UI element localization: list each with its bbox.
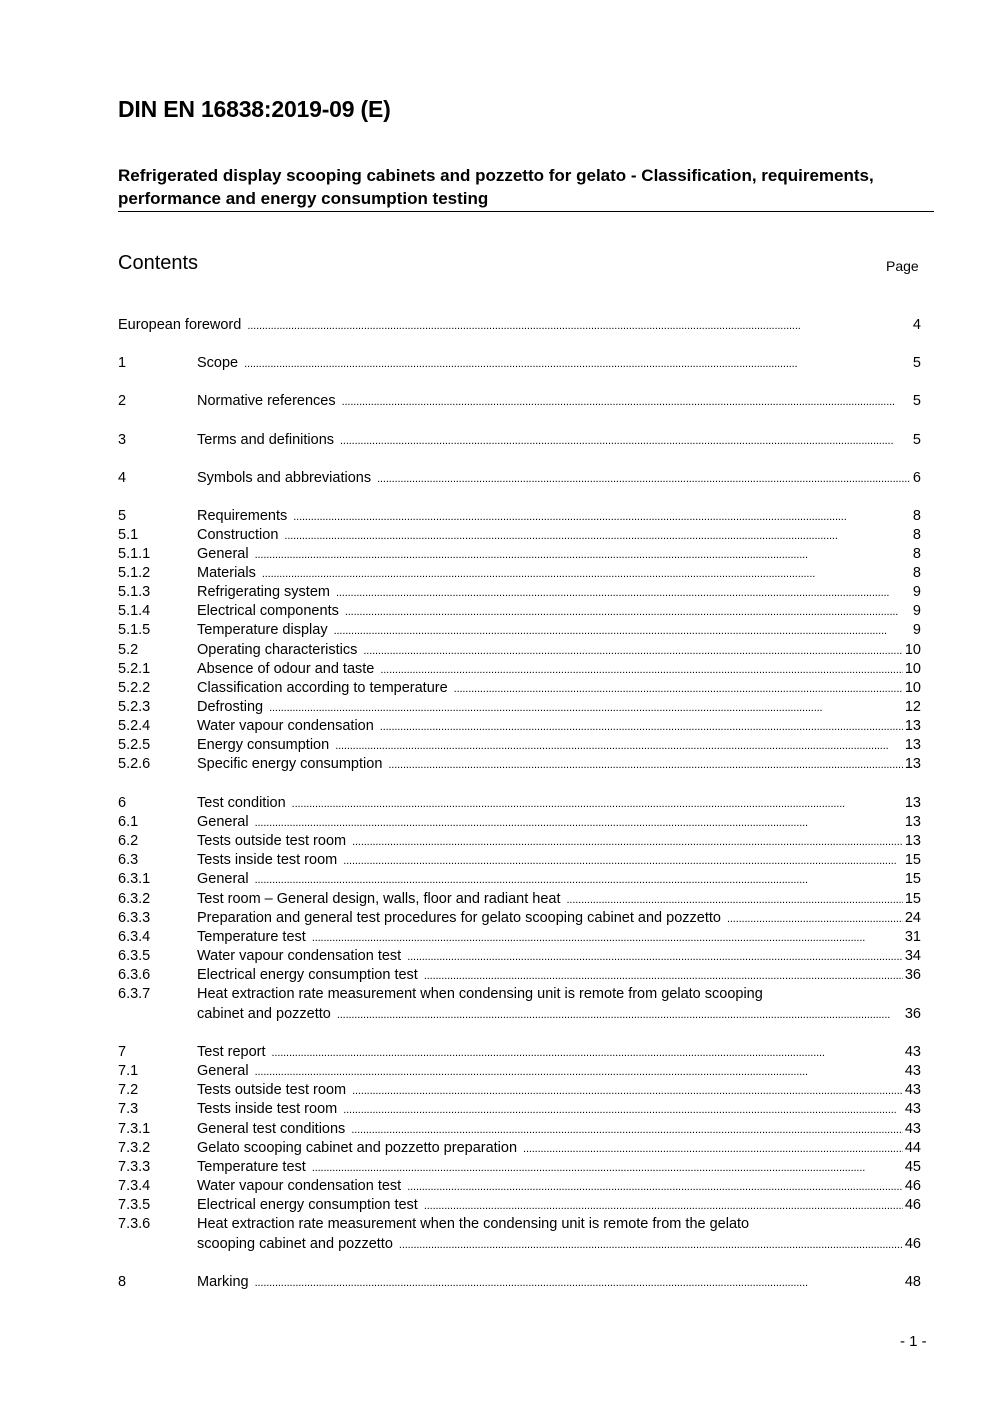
dot-leader — [244, 354, 911, 374]
toc-entry-title: General — [197, 546, 249, 562]
toc-entry-number: 7 — [118, 1044, 127, 1060]
toc-entry-title: Terms and definitions — [197, 432, 335, 448]
toc-entry-number: 5.2 — [118, 642, 139, 658]
toc-entry-title: Tests inside test room — [197, 1101, 338, 1117]
dot-leader — [255, 813, 903, 833]
toc-entry[interactable] — [118, 966, 921, 985]
toc-entry-number: 6.3.7 — [118, 986, 151, 1002]
dot-leader — [255, 870, 903, 890]
dot-leader — [284, 526, 911, 546]
toc-entry[interactable] — [118, 890, 921, 909]
toc-entry-number: 5.2.4 — [118, 718, 151, 734]
dot-leader — [363, 641, 902, 661]
dot-leader — [380, 660, 903, 680]
toc-entry[interactable] — [118, 1215, 921, 1252]
toc-entry-number: 5.2.1 — [118, 661, 151, 677]
dot-leader — [312, 1158, 903, 1178]
toc-entry-number: 7.3.3 — [118, 1159, 151, 1175]
toc-entry-number: 6.3 — [118, 852, 139, 868]
toc-entry-title: Tests outside test room — [197, 833, 347, 849]
toc-entry-page: 10 — [904, 661, 921, 677]
toc-entry-number: 3 — [118, 432, 127, 448]
toc-entry-title: Electrical energy consumption test — [197, 1197, 418, 1213]
toc-entry[interactable] — [118, 1139, 921, 1158]
dot-leader — [380, 717, 903, 737]
contents-heading: Contents — [118, 252, 199, 274]
toc-entry[interactable] — [118, 621, 921, 640]
toc-entry[interactable] — [118, 602, 921, 621]
toc-entry[interactable] — [118, 1100, 921, 1119]
toc-entry-title: Construction — [197, 527, 279, 543]
toc-entry-number: 5.1.1 — [118, 546, 151, 562]
dot-leader — [343, 1100, 903, 1120]
toc-entry-number: 6.3.4 — [118, 929, 151, 945]
toc-entry-number: 7.3.2 — [118, 1140, 151, 1156]
toc-entry-title: Heat extraction rate measurement when the condensing unit is remote from the gelato — [197, 1216, 750, 1232]
toc-entry-title: Heat extraction rate measurement when condensing unit is remote from gelato scooping — [197, 986, 763, 1002]
toc-entry-title: scooping cabinet and pozzetto — [197, 1236, 393, 1252]
toc-entry-title: Defrosting — [197, 699, 264, 715]
toc-entry-title: Normative references — [197, 393, 336, 409]
dot-leader — [352, 1081, 903, 1101]
toc-entry-number: 5.2.5 — [118, 737, 151, 753]
toc-entry-page: 9 — [912, 603, 921, 619]
toc-entry[interactable] — [118, 583, 921, 602]
toc-entry-number: 7.2 — [118, 1082, 139, 1098]
toc-entry-page: 15 — [904, 852, 921, 868]
toc-entry-number: 5 — [118, 508, 127, 524]
toc-entry-title: cabinet and pozzetto — [197, 1006, 331, 1022]
toc-entry[interactable] — [118, 870, 921, 889]
toc-entry-title: Water vapour condensation test — [197, 948, 402, 964]
dot-leader — [377, 469, 911, 489]
toc-entry-page: 36 — [904, 1006, 921, 1022]
dot-leader — [312, 928, 903, 948]
toc-entry-page: 5 — [912, 432, 921, 448]
toc-entry-title: General — [197, 814, 249, 830]
toc-entry[interactable] — [118, 469, 921, 488]
toc-entry-title: Temperature test — [197, 1159, 306, 1175]
dot-leader — [336, 583, 911, 603]
dot-leader — [262, 564, 911, 584]
dot-leader — [247, 316, 911, 336]
toc-entry-number: 6.3.3 — [118, 910, 151, 926]
toc-entry-number: 2 — [118, 393, 127, 409]
toc-entry-number: 6.3.1 — [118, 871, 151, 887]
toc-entry-title: Water vapour condensation test — [197, 1178, 402, 1194]
toc-entry-title: Tests inside test room — [197, 852, 338, 868]
toc-entry-page: 5 — [912, 355, 921, 371]
dot-leader — [337, 1005, 903, 1025]
toc-entry-title: General — [197, 1063, 249, 1079]
toc-entry-page: 15 — [904, 891, 921, 907]
toc-entry[interactable] — [118, 813, 921, 832]
toc-entry-number: 5.1.5 — [118, 622, 151, 638]
dot-leader — [352, 832, 903, 852]
toc-entry[interactable] — [118, 545, 921, 564]
toc-entry-title: Symbols and abbreviations — [197, 470, 372, 486]
page-column-label: Page — [886, 258, 919, 274]
toc-entry-number: 5.1.4 — [118, 603, 151, 619]
toc-entry-number: 5.1.3 — [118, 584, 151, 600]
dot-leader — [340, 431, 911, 451]
dot-leader — [345, 602, 911, 622]
toc-entry-page: 5 — [912, 393, 921, 409]
dot-leader — [342, 392, 911, 412]
toc-entry[interactable] — [118, 698, 921, 717]
toc-entry-title: European foreword — [118, 317, 242, 333]
toc-entry-title: Operating characteristics — [197, 642, 358, 658]
dot-leader — [454, 679, 903, 699]
toc-entry[interactable] — [118, 736, 921, 755]
dot-leader — [334, 621, 911, 641]
toc-entry-page: 8 — [912, 546, 921, 562]
toc-entry-page: 46 — [904, 1178, 921, 1194]
toc-entry-page: 13 — [904, 718, 921, 734]
toc-entry[interactable] — [118, 717, 921, 736]
toc-entry-title: Energy consumption — [197, 737, 330, 753]
document-id: DIN EN 16838:2019-09 (E) — [118, 96, 391, 122]
toc-entry[interactable] — [118, 526, 921, 545]
toc-entry-page: 13 — [904, 814, 921, 830]
toc-entry-number: 6.3.5 — [118, 948, 151, 964]
dot-leader — [399, 1235, 903, 1255]
toc-entry-number: 5.1.2 — [118, 565, 151, 581]
toc-entry-title: Temperature test — [197, 929, 306, 945]
toc-entry-page: 13 — [904, 833, 921, 849]
dot-leader — [272, 1043, 903, 1063]
toc-entry-page: 43 — [904, 1063, 921, 1079]
dot-leader — [407, 947, 903, 967]
toc-entry-title: Test report — [197, 1044, 266, 1060]
toc-entry[interactable] — [118, 507, 921, 526]
toc-entry-title: Requirements — [197, 508, 288, 524]
toc-entry[interactable] — [118, 851, 921, 870]
toc-entry[interactable] — [118, 316, 921, 335]
toc-entry-number: 5.2.6 — [118, 756, 151, 772]
toc-entry-title: Preparation and general test procedures for gelato scooping cabinet and pozzetto — [197, 910, 721, 926]
toc-entry-page: 10 — [904, 680, 921, 696]
toc-entry-title: Electrical energy consumption test — [197, 967, 418, 983]
toc-entry-page: 36 — [904, 967, 921, 983]
toc-entry[interactable] — [118, 392, 921, 411]
toc-entry-page: 8 — [912, 508, 921, 524]
toc-entry-number: 1 — [118, 355, 127, 371]
toc-entry-number: 6.3.6 — [118, 967, 151, 983]
toc-entry[interactable] — [118, 794, 921, 813]
toc-entry-title: Electrical components — [197, 603, 339, 619]
toc-entry[interactable] — [118, 679, 921, 698]
dot-leader — [255, 545, 911, 565]
dot-leader — [293, 507, 911, 527]
toc-entry[interactable] — [118, 928, 921, 947]
toc-entry[interactable] — [118, 1177, 921, 1196]
dot-leader — [255, 1062, 903, 1082]
toc-entry-page: 8 — [912, 565, 921, 581]
toc-entry-page: 15 — [904, 871, 921, 887]
toc-entry[interactable] — [118, 660, 921, 679]
toc-entry-page: 12 — [904, 699, 921, 715]
toc-entry-number: 6.1 — [118, 814, 139, 830]
dot-leader — [727, 909, 903, 929]
toc-entry-title: Test condition — [197, 795, 286, 811]
toc-entry[interactable] — [118, 1081, 921, 1100]
toc-entry[interactable] — [118, 909, 921, 928]
toc-entry[interactable] — [118, 1196, 921, 1215]
toc-entry-title: Marking — [197, 1274, 249, 1290]
toc-entry[interactable] — [118, 1043, 921, 1062]
toc-entry-number: 7.3.1 — [118, 1121, 151, 1137]
dot-leader — [269, 698, 903, 718]
toc-entry-title: Specific energy consumption — [197, 756, 383, 772]
toc-entry-title: Gelato scooping cabinet and pozzetto preparation — [197, 1140, 518, 1156]
toc-entry-page: 43 — [904, 1101, 921, 1117]
toc-entry-number: 7.3.5 — [118, 1197, 151, 1213]
toc-entry-title: General — [197, 871, 249, 887]
toc-entry-title: Tests outside test room — [197, 1082, 347, 1098]
toc-entry-page: 24 — [904, 910, 921, 926]
toc-entry-page: 6 — [912, 470, 921, 486]
dot-leader — [351, 1120, 903, 1140]
toc-entry[interactable] — [118, 564, 921, 583]
toc-entry-page: 9 — [912, 584, 921, 600]
toc-entry-page: 9 — [912, 622, 921, 638]
toc-entry[interactable] — [118, 832, 921, 851]
toc-entry[interactable] — [118, 1120, 921, 1139]
toc-entry-page: 34 — [904, 948, 921, 964]
toc-entry-title: Refrigerating system — [197, 584, 330, 600]
dot-leader — [388, 755, 902, 775]
toc-entry[interactable] — [118, 431, 921, 450]
dot-leader — [343, 851, 903, 871]
dot-leader — [424, 1196, 903, 1216]
toc-entry[interactable] — [118, 1062, 921, 1081]
toc-entry-title: Test room – General design, walls, floor and radiant heat — [197, 891, 561, 907]
toc-entry[interactable] — [118, 755, 921, 774]
toc-entry-page: 43 — [904, 1121, 921, 1137]
toc-entry-page: 31 — [904, 929, 921, 945]
toc-entry-number: 6.3.2 — [118, 891, 151, 907]
toc-entry-title: Scope — [197, 355, 239, 371]
dot-leader — [407, 1177, 903, 1197]
toc-entry[interactable] — [118, 947, 921, 966]
toc-entry-page: 44 — [904, 1140, 921, 1156]
toc-entry[interactable] — [118, 1158, 921, 1177]
document-title: Refrigerated display scooping cabinets and pozzetto for gelato - Classification, requirements, performance and energy consumption testing — [118, 164, 934, 212]
toc-entry[interactable] — [118, 354, 921, 373]
toc-entry[interactable] — [118, 1273, 921, 1292]
toc-entry-number: 7.1 — [118, 1063, 139, 1079]
dot-leader — [567, 890, 903, 910]
toc-entry-number: 5.2.3 — [118, 699, 151, 715]
toc-entry-page: 43 — [904, 1082, 921, 1098]
toc-entry-page: 46 — [904, 1197, 921, 1213]
toc-entry-title: Absence of odour and taste — [197, 661, 375, 677]
toc-entry[interactable] — [118, 641, 921, 660]
toc-entry-title: General test conditions — [197, 1121, 346, 1137]
toc-entry-page: 10 — [904, 642, 921, 658]
toc-entry-number: 6 — [118, 795, 127, 811]
toc-entry[interactable] — [118, 985, 921, 1022]
toc-entry-number: 7.3 — [118, 1101, 139, 1117]
dot-leader — [335, 736, 903, 756]
toc-entry-title: Temperature display — [197, 622, 328, 638]
toc-entry-title: Classification according to temperature — [197, 680, 448, 696]
toc-entry-title: Materials — [197, 565, 256, 581]
dot-leader — [292, 794, 903, 814]
toc-entry-number: 5.2.2 — [118, 680, 151, 696]
toc-entry-number: 6.2 — [118, 833, 139, 849]
toc-entry-page: 46 — [904, 1236, 921, 1252]
toc-entry-title: Water vapour condensation — [197, 718, 374, 734]
footer-page-number: - 1 - — [900, 1333, 927, 1350]
dot-leader — [523, 1139, 903, 1159]
toc-entry-page: 48 — [904, 1274, 921, 1290]
toc-entry-page: 8 — [912, 527, 921, 543]
toc-entry-page: 43 — [904, 1044, 921, 1060]
toc-entry-page: 45 — [904, 1159, 921, 1175]
dot-leader — [424, 966, 903, 986]
toc-entry-page: 4 — [912, 317, 921, 333]
toc-entry-number: 5.1 — [118, 527, 139, 543]
toc-entry-number: 7.3.6 — [118, 1216, 151, 1232]
toc-entry-number: 4 — [118, 470, 127, 486]
toc-entry-number: 7.3.4 — [118, 1178, 151, 1194]
toc-entry-page: 13 — [904, 737, 921, 753]
dot-leader — [255, 1273, 903, 1293]
toc-entry-number: 8 — [118, 1274, 127, 1290]
toc-entry-page: 13 — [904, 756, 921, 772]
toc-entry-page: 13 — [904, 795, 921, 811]
